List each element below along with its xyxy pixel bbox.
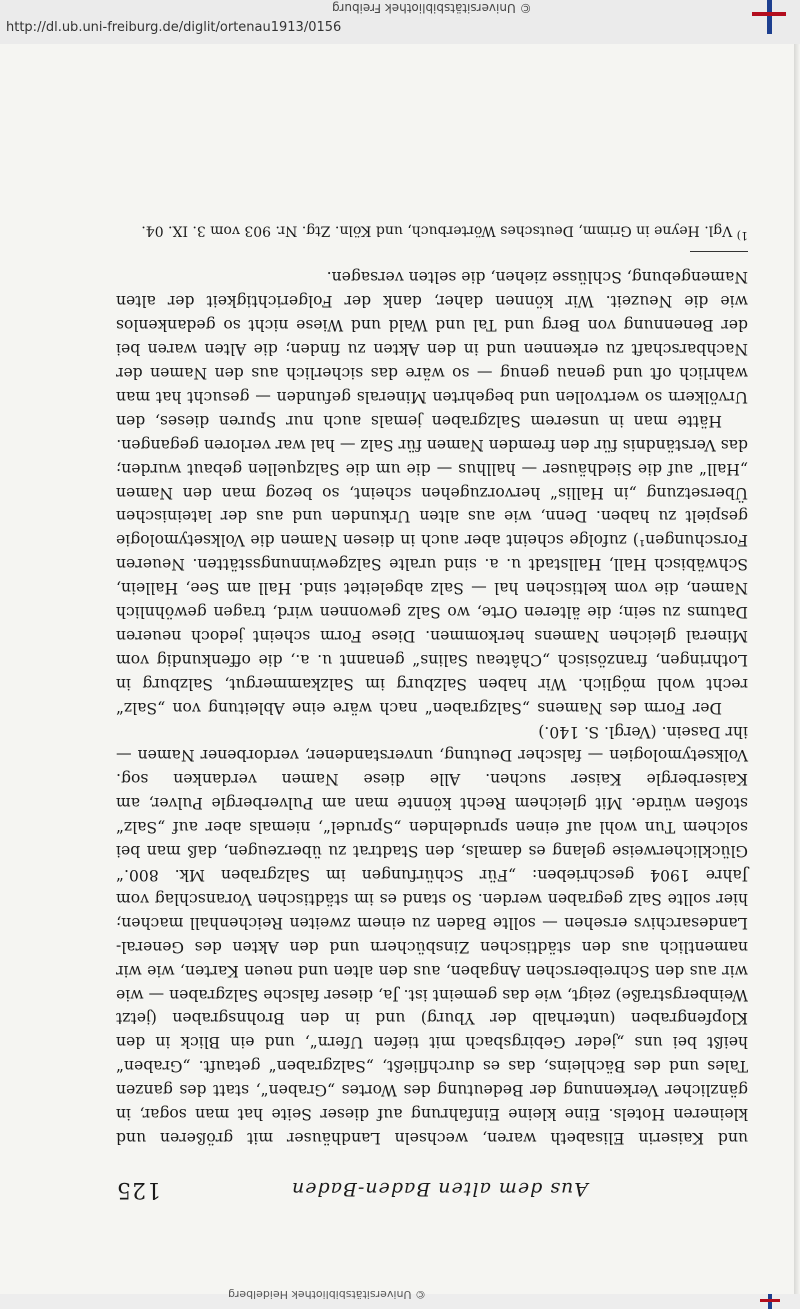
paragraph-1: und Kaiserin Elisabeth waren, wechseln Landhäuser mit größeren und kleineren Hotels. Eine kleine Einfahrung auf dieser Seite hat man sogar, in gänzlicher Verkennung der Bedeutung des Wortes „Graben“, statt des ganzen Tales und des Bächleins, das es durchfließt, „Salzgraben“ getauft. „Graben“ heißt bei uns „jeder Gebirgsbach mit tiefen Ufern“, und ein Blick in den Klopfengraben (unterhalb der Yburg) und in den Brohnsgraben (jetzt Weinbergstraße) zeigt, wie das gemeint ist. Ja, dieser falsche Salzgraben — wie wir aus den Schreiberschen Angaben, aus den alten und neuen Karten, wie wir namentlich aus den städtischen Zinsbüchern und den Akten des General-Landesarchivs ersehen — sollte Baden zu einem zweiten Reichenhall machen; hier sollte Salz gegraben werden. So stand es im städtischen Voranschlag vom Jahre 1904 geschrieben: „Für Schürfungen im Salzgraben Mk. 800.“ Glücklicherweise gelang es damals, den Stadtrat zu überzeugen, daß man bei solchem Tun wohl auf einen sprudelnden „Sprudel“, niemals aber auf „Salz“ stoßen würde. Mit gleichem Recht könnte man am Pulverbergle Pulver, am Kaiserbergle Kaiser suchen. Alle diese Namen verdanken sog. Volksetymologien — falscher Deutung, unverstandener, verdorbener Namen — ihr Dasein. (Vergl. S. 140.)	[116, 722, 748, 1147]
scanned-page	[0, 44, 800, 1294]
running-title: Aus dem alten Baden-Baden	[290, 1178, 589, 1200]
footer-logo-icon	[760, 1294, 780, 1309]
footnote-separator	[690, 251, 748, 252]
viewer-bottom-bar	[0, 1288, 800, 1309]
footnote-mark: 1)	[736, 229, 748, 243]
page-content	[116, 221, 748, 1202]
footnote-text: Vgl. Heyne in Grimm, Deutsches Wörterbuch, und Köln. Ztg. Nr. 903 vom 3. IX. 04.	[141, 222, 733, 239]
paragraph-3: Hätte man in unserem Salzgraben jemals auch nur Spuren dieses, den Urvölkern so wertvollen und begehrten Minerals gefunden — gesucht hat man wahrlich oft und genau genug — so wäre das sicherlich aus den Namen der Nachbarschaft zu erkennen und in den Akten zu finden; die Alten waren bei der Benennung von Berg und Tal und Wald und Wiese nicht so gedankenlos wie die Neuzeit. Wir können daher, dank der Folgerichtigkeit der alten Namengebung, Schlüsse ziehen, die selten versagen.	[116, 268, 748, 430]
library-logo-icon	[752, 0, 786, 34]
footer-credit: © Universitätsbibliothek Heidelberg	[228, 1288, 427, 1301]
copyright-notice: © Universitätsbibliothek Freiburg	[332, 1, 532, 15]
page-number: 125	[116, 1177, 161, 1202]
viewer-top-bar	[0, 0, 800, 45]
source-url[interactable]: http://dl.ub.uni-freiburg.de/diglit/ortenau1913/0156	[6, 20, 342, 35]
paragraph-2: Der Form des Namens „Salzgraben“ nach wäre eine Ableitung von „Salz“ recht wohl möglich. Wir haben Salzburg im Salzkammergut, Salzburg in Lothringen, französisch „Château Salins“ genannt u. a., die offenkundig vom Mineral gleichen Namens herkommen. Diese Form scheint jedoch neueren Datums zu sein; die älteren Orte, wo Salz gewonnen wird, tragen gewöhnlich Namen, die vom keltischen hal — Salz abgeleitet sind. Hall am See, Hallein, Schwäbisch Hall, Hallstadt u. a. sind uralte Salzgewinnungsstätten. Neueren Forschungen¹) zufolge scheint aber auch in diesen Namen die Volksetymologie gespielt zu haben. Denn, wie aus alten Urkunden und aus der lateinischen Übersetzung „in Hallis“ hervorzugehen scheint, so bezog man den Namen „Hall“ auf die Siedhäuser — hallhus — die um die Salzquellen gebaut wurden; das Verständnis für den fremden Namen für Salz — hal war verloren gegangen.	[116, 435, 748, 717]
body-text	[116, 264, 748, 1149]
page-header	[116, 1177, 748, 1202]
footnote	[116, 221, 748, 246]
